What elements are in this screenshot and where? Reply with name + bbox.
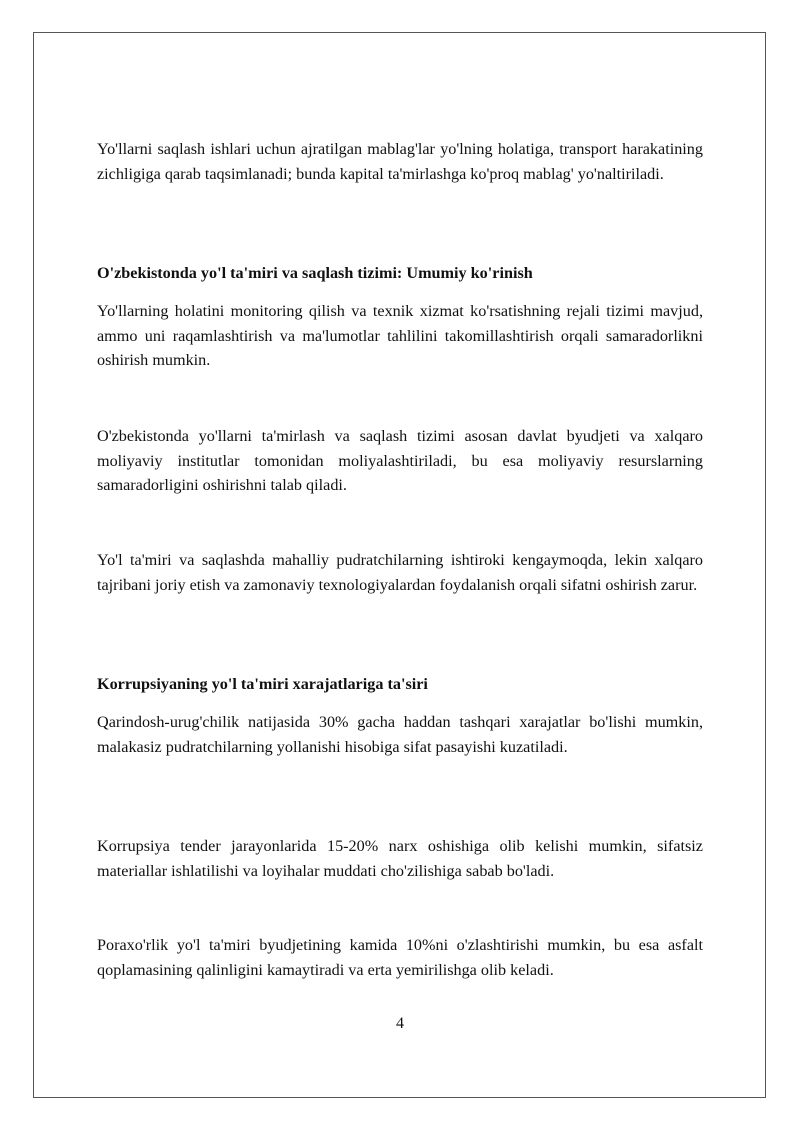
section-heading-maintenance-system: O'zbekistonda yo'l ta'miri va saqlash tizimi: Umumiy ko'rinish — [97, 264, 533, 282]
page-number: 4 — [396, 1015, 404, 1032]
paragraph-tender-corruption: Korrupsiya tender jarayonlarida 15-20% narx oshishiga olib kelishi mumkin, sifatsiz materiallar ishlatilishi va loyihalar muddati cho'zilishiga sabab bo'ladi. — [97, 837, 703, 880]
paragraph-nepotism: Qarindosh-urug'chilik natijasida 30% gacha haddan tashqari xarajatlar bo'lishi mumkin, malakasiz pudratchilarning yollanishi hisobiga sifat pasayishi kuzatiladi. — [97, 713, 703, 756]
intro-paragraph: Yo'llarni saqlash ishlari uchun ajratilgan mablag'lar yo'lning holatiga, transport harakatining zichligiga qarab taqsimlanadi; bunda kapital ta'mirlashga ko'proq mablag' yo'naltiriladi. — [97, 140, 703, 183]
paragraph-financing: O'zbekistonda yo'llarni ta'mirlash va saqlash tizimi asosan davlat byudjeti va xalqaro moliyaviy institutlar tomonidan moliyalashtiriladi, bu esa moliyaviy resurslarning samaradorligini oshirishni talab qiladi. — [97, 427, 703, 494]
paragraph-contractors: Yo'l ta'miri va saqlashda mahalliy pudratchilarning ishtiroki kengaymoqda, lekin xalqaro tajribani joriy etish va zamonaviy texnologiyalardan foydalanish orqali sifatni oshirish zarur. — [97, 551, 703, 594]
paragraph-bribery: Poraxo'rlik yo'l ta'miri byudjetining kamida 10%ni o'zlashtirishi mumkin, bu esa asfalt qoplamasining qalinligini kamaytiradi va erta yemirilishga olib keladi. — [97, 936, 703, 979]
section-heading-corruption: Korrupsiyaning yo'l ta'miri xarajatlariga ta'siri — [97, 675, 428, 693]
paragraph-monitoring: Yo'llarning holatini monitoring qilish va texnik xizmat ko'rsatishning rejali tizimi mavjud, ammo uni raqamlashtirish va ma'lumotlar tahlilini takomillashtirish orqali samaradorlikni oshirish mumkin. — [97, 302, 703, 369]
